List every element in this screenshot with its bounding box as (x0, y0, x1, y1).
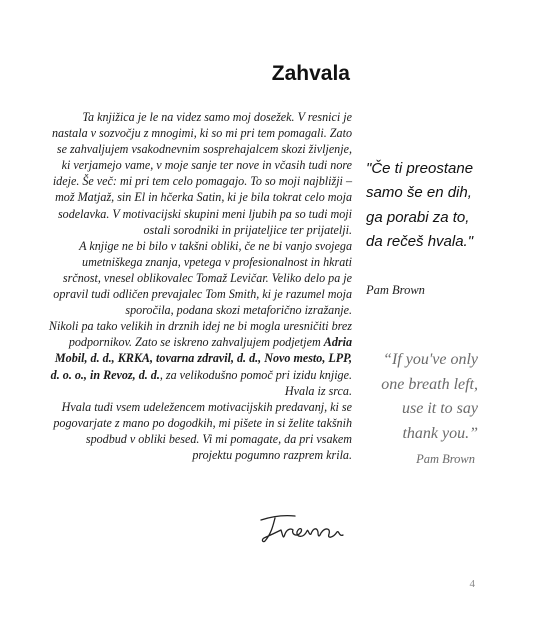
sponsor-list: Adria Mobil, d. d., KRKA, tovarna zdravil, d. d., Novo mesto, LPP, d. o. o., in Revoz, d. d. (50, 335, 352, 382)
quote-author-english: Pam Brown (416, 452, 475, 466)
paragraph-1: Ta knjižica je le na videz samo moj dosežek. V resnici je nastala v sozvočju z mnogimi, ki so mi pri tem pomagali. Zato se zahvaljujem vsakodnevnim sosprehajalcem skozi življenje, ki verjamejo vame, v moje sanje ter nove in včasih tudi nore ideje. Še več: mi pri tem celo pomagajo. To so moji najbližji – mož Matjaž, sin El in hčerka Satin, ki je bila tokrat celo moja sodelavka. V motivacijski skupini meni ljubih pa so tudi moji ostali sorodniki in prijateljice ter prijatelji. (52, 110, 352, 237)
page-title: Zahvala (271, 62, 350, 85)
page-number: 4 (469, 578, 475, 590)
paragraph-3 (48, 318, 352, 398)
paragraph-3-end: , za velikodušno pomoč pri izidu knjige. Hvala iz srca. (159, 367, 352, 398)
quote-author: Pam Brown (366, 283, 425, 297)
acknowledgement-text (48, 109, 352, 463)
paragraph-2: A knjige ne bi bilo v takšni obliki, če ne bi vanjo svojega umetniškega znanja, vpetega v profesionalnost in hkrati srčnost, vnesel oblikovalec Tomaž Levičar. Veliko delo pa je opravil tudi odličen prevajalec Tom Smith, ki je razumel moja sporočila, podana skozi metaforično izražanje. (53, 238, 352, 318)
quote-english: “If you've only one breath left, use it to say thank you.” (381, 351, 478, 442)
signature (255, 510, 355, 546)
paragraph-3-start: Nikoli pa tako velikih in drznih idej ne bi mogla uresničiti brez podpornikov. Zato se iskreno zahvaljujem podjetjem (48, 319, 352, 350)
paragraph-4: Hvala tudi vsem udeležencem motivacijskih predavanj, ki se pogovarjate z mano po dogodkih, mi pišete in si želite takšnih spodbud v obliki besed. Vi mi pomagate, da pri vsakem projektu pogumno razprem krila. (53, 399, 352, 462)
quote-slovenian: "Če ti preostane samo še en dih, ga porabi za to, da rečeš hvala." (366, 160, 474, 250)
